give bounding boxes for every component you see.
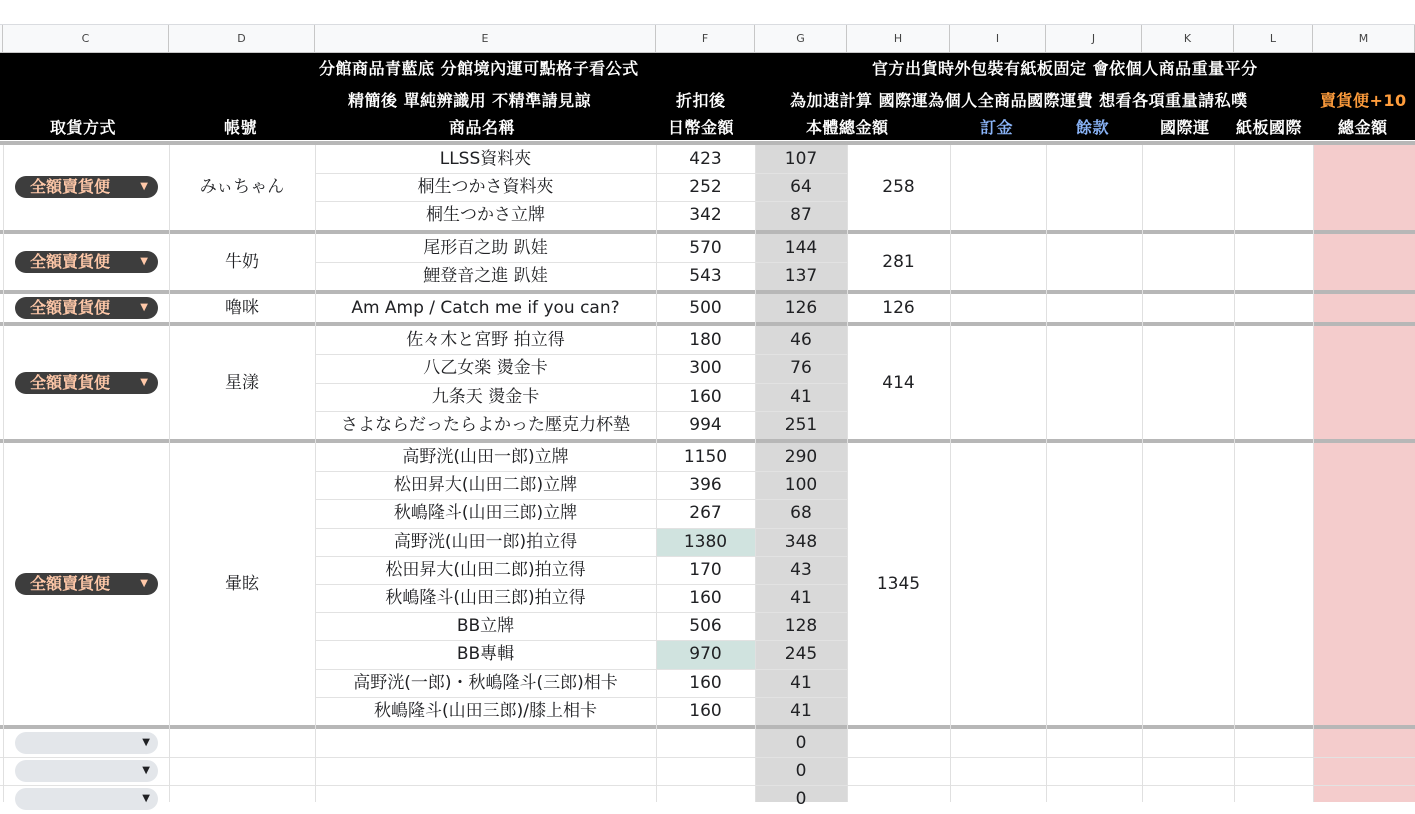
body-total-amount[interactable]: 43 [790, 559, 812, 580]
chevron-down-icon[interactable]: ▼ [142, 737, 150, 748]
body-total-amount[interactable]: 46 [790, 330, 812, 351]
header-deposit: 訂金 [980, 118, 1014, 137]
column-gridline [1234, 145, 1235, 802]
column-header-d[interactable]: D [169, 25, 315, 53]
header-note-shipping: 為加速計算 國際運為個人全商品國際運費 想看各項重量請私噗 [790, 91, 1248, 110]
column-header-g[interactable]: G [755, 25, 847, 53]
body-total-amount[interactable]: 76 [790, 358, 812, 379]
column-header-k[interactable]: K [1142, 25, 1234, 53]
body-total-amount[interactable]: 41 [790, 588, 812, 608]
pickup-method-label: 全額賣貨便 [30, 251, 111, 271]
jpy-amount[interactable]: 570 [689, 237, 722, 258]
header-shipping-fee-label: 賣貨便+10 [1320, 91, 1407, 110]
group-total[interactable]: 258 [882, 177, 915, 198]
grand-total-column-bg [1313, 145, 1415, 802]
body-total-amount[interactable]: 41 [790, 386, 812, 407]
body-total-amount[interactable]: 251 [784, 414, 818, 435]
group-total[interactable]: 126 [882, 298, 915, 319]
product-name[interactable]: 尾形百之助 趴娃 [423, 237, 548, 258]
row-gridline [315, 584, 847, 585]
jpy-amount[interactable]: 300 [689, 358, 722, 379]
group-total[interactable]: 281 [882, 251, 915, 272]
body-total-amount[interactable]: 64 [790, 177, 812, 198]
product-name[interactable]: 秋嶋隆斗(山田三郎)/膝上相卡 [374, 700, 597, 721]
jpy-amount[interactable]: 160 [689, 588, 722, 608]
column-header-c[interactable]: C [3, 25, 169, 53]
product-name[interactable]: BB立牌 [456, 616, 515, 637]
column-gridline [169, 145, 170, 802]
row-gridline [315, 262, 847, 263]
header-body-total: 本體總金額 [806, 118, 889, 137]
toolbar-strip [0, 0, 1415, 25]
body-total-amount[interactable]: 68 [790, 503, 812, 524]
chevron-down-icon[interactable]: ▼ [140, 376, 148, 388]
account-name[interactable]: 牛奶 [225, 251, 259, 272]
product-name[interactable]: LLSS資料夾 [439, 149, 532, 169]
header-account: 帳號 [224, 118, 258, 137]
account-name[interactable]: みぃちゃん [199, 177, 285, 198]
jpy-amount[interactable]: 342 [689, 205, 722, 226]
row-gridline [315, 669, 847, 670]
pickup-method-label: 全額賣貨便 [30, 177, 111, 197]
column-header-e[interactable]: E [315, 25, 656, 53]
column-header-h[interactable]: H [847, 25, 950, 53]
pickup-method-dropdown-empty[interactable] [15, 760, 158, 782]
row-gridline [315, 201, 847, 202]
jpy-amount[interactable]: 267 [689, 503, 722, 524]
jpy-amount[interactable]: 1380 [683, 531, 728, 552]
row-gridline [315, 640, 847, 641]
column-gridline [3, 145, 4, 802]
chevron-down-icon[interactable]: ▼ [140, 181, 148, 193]
jpy-amount[interactable]: 1150 [683, 447, 728, 467]
jpy-amount[interactable]: 160 [689, 386, 722, 407]
header-intl-shipping: 國際運 [1160, 118, 1210, 137]
group-total[interactable]: 414 [882, 372, 915, 393]
pickup-method-dropdown[interactable] [15, 372, 158, 394]
body-total-amount[interactable]: 245 [784, 644, 818, 665]
column-gridline [847, 145, 848, 802]
column-header-bar [0, 25, 1415, 53]
body-total-amount[interactable]: 41 [790, 672, 812, 693]
header-discount-label: 折扣後 [676, 91, 726, 110]
column-gridline [1313, 145, 1314, 802]
group-separator [0, 725, 1415, 729]
pickup-method-label: 全額賣貨便 [30, 298, 111, 318]
header-note-branch: 分館商品青藍底 分館境內運可點格子看公式 [319, 59, 639, 78]
row-gridline [315, 612, 847, 613]
body-total-amount[interactable]: 137 [784, 265, 818, 286]
jpy-amount[interactable]: 160 [689, 700, 722, 721]
column-gridline [950, 145, 951, 802]
pickup-method-label: 全額賣貨便 [30, 574, 111, 593]
chevron-down-icon[interactable]: ▼ [140, 578, 148, 589]
column-header-i[interactable]: I [950, 25, 1046, 53]
product-name[interactable]: さよならだったらよかった壓克力杯墊 [341, 414, 630, 435]
group-total[interactable]: 1345 [876, 574, 921, 594]
body-total-amount[interactable]: 100 [784, 475, 818, 496]
row-gridline [315, 173, 847, 174]
pickup-method-dropdown[interactable] [15, 573, 158, 595]
row-gridline [315, 697, 847, 698]
column-header-m[interactable]: M [1313, 25, 1415, 53]
body-total-amount[interactable]: 41 [790, 700, 812, 721]
row-gridline [315, 499, 847, 500]
product-name[interactable]: 松田昇大(山田二郎)立牌 [393, 475, 578, 496]
pickup-method-dropdown-empty[interactable] [15, 788, 158, 810]
column-header-j[interactable]: J [1046, 25, 1142, 53]
product-name[interactable]: 秋嶋隆斗(山田三郎)立牌 [393, 503, 578, 524]
column-gridline [1046, 145, 1047, 802]
row-gridline [315, 354, 847, 355]
sheet-header-row [0, 53, 1415, 140]
column-gridline [1142, 145, 1143, 802]
jpy-amount[interactable]: 252 [689, 177, 722, 198]
body-total-amount[interactable]: 290 [784, 447, 818, 467]
header-pickup-method: 取貨方式 [50, 118, 117, 137]
product-name[interactable]: 秋嶋隆斗(山田三郎)拍立得 [385, 588, 586, 608]
row-gridline [315, 528, 847, 529]
jpy-amount[interactable]: 423 [689, 149, 722, 169]
product-name[interactable]: 高野洸(山田一郎)拍立得 [393, 531, 578, 552]
jpy-amount[interactable]: 970 [689, 644, 722, 665]
header-balance: 餘款 [1076, 118, 1110, 137]
jpy-amount[interactable]: 994 [689, 414, 722, 435]
column-header-l[interactable]: L [1234, 25, 1313, 53]
column-gridline [315, 145, 316, 802]
product-name[interactable]: Am Amp / Catch me if you can? [351, 298, 620, 318]
product-name[interactable]: 鯉登音之進 趴娃 [423, 265, 548, 286]
product-name[interactable]: 高野洸(山田一郎)立牌 [402, 447, 569, 467]
column-gridline [656, 145, 657, 802]
row-gridline [315, 471, 847, 472]
pickup-method-dropdown[interactable] [15, 251, 158, 273]
account-name[interactable]: 暈眩 [225, 574, 259, 594]
header-note-official: 官方出貨時外包裝有紙板固定 會依個人商品重量平分 [872, 59, 1258, 78]
chevron-down-icon[interactable]: ▼ [140, 255, 148, 267]
pickup-method-dropdown-empty[interactable] [15, 732, 158, 754]
header-note-simplified: 精簡後 單純辨識用 不精準請見諒 [348, 91, 592, 110]
jpy-amount[interactable]: 543 [689, 265, 722, 286]
jpy-amount[interactable]: 160 [689, 672, 722, 693]
product-name[interactable]: 八乙女楽 燙金卡 [423, 358, 548, 379]
row-gridline [315, 411, 847, 412]
jpy-amount[interactable]: 180 [689, 330, 722, 351]
product-name[interactable]: BB專輯 [456, 644, 515, 665]
pickup-method-dropdown[interactable] [15, 176, 158, 198]
jpy-amount[interactable]: 506 [689, 616, 722, 637]
jpy-amount[interactable]: 500 [689, 298, 722, 318]
pickup-method-dropdown[interactable] [15, 297, 158, 319]
body-total-amount[interactable]: 87 [790, 205, 812, 226]
product-name[interactable]: 九条天 燙金卡 [431, 386, 540, 407]
product-name[interactable]: 松田昇大(山田二郎)拍立得 [385, 559, 586, 580]
account-name[interactable]: 嚕咪 [225, 298, 259, 319]
body-total-amount[interactable]: 348 [784, 531, 818, 552]
row-gridline [315, 383, 847, 384]
row-gridline [0, 785, 1415, 786]
jpy-amount[interactable]: 170 [689, 559, 722, 580]
chevron-down-icon[interactable]: ▼ [142, 765, 150, 777]
product-name[interactable]: 桐生つかさ資料夾 [417, 177, 554, 198]
jpy-amount[interactable]: 396 [689, 475, 722, 496]
body-total-amount[interactable]: 126 [784, 298, 818, 318]
body-total-amount[interactable]: 0 [795, 789, 807, 810]
column-gridline [755, 145, 756, 802]
body-total-amount[interactable]: 144 [784, 237, 818, 258]
header-jpy-amount: 日幣金額 [668, 118, 735, 137]
chevron-down-icon[interactable]: ▼ [142, 793, 150, 805]
body-total-amount[interactable]: 0 [795, 733, 807, 753]
product-name[interactable]: 佐々木と宮野 拍立得 [406, 330, 565, 351]
row-gridline [315, 556, 847, 557]
header-grand-total: 總金額 [1338, 118, 1388, 137]
body-total-amount[interactable]: 107 [784, 149, 818, 169]
column-header-f[interactable]: F [656, 25, 755, 53]
product-name[interactable]: 高野洸(一郎)・秋嶋隆斗(三郎)相卡 [353, 672, 618, 693]
body-total-amount[interactable]: 0 [795, 761, 807, 782]
product-name[interactable]: 桐生つかさ立牌 [426, 205, 545, 226]
pickup-method-label: 全額賣貨便 [30, 372, 111, 392]
header-cardboard-intl: 紙板國際 [1236, 118, 1303, 137]
body-total-amount[interactable]: 128 [784, 616, 818, 637]
chevron-down-icon[interactable]: ▼ [140, 302, 148, 314]
account-name[interactable]: 星漾 [225, 372, 259, 393]
header-product-name: 商品名稱 [449, 118, 516, 137]
row-gridline [0, 757, 1415, 758]
